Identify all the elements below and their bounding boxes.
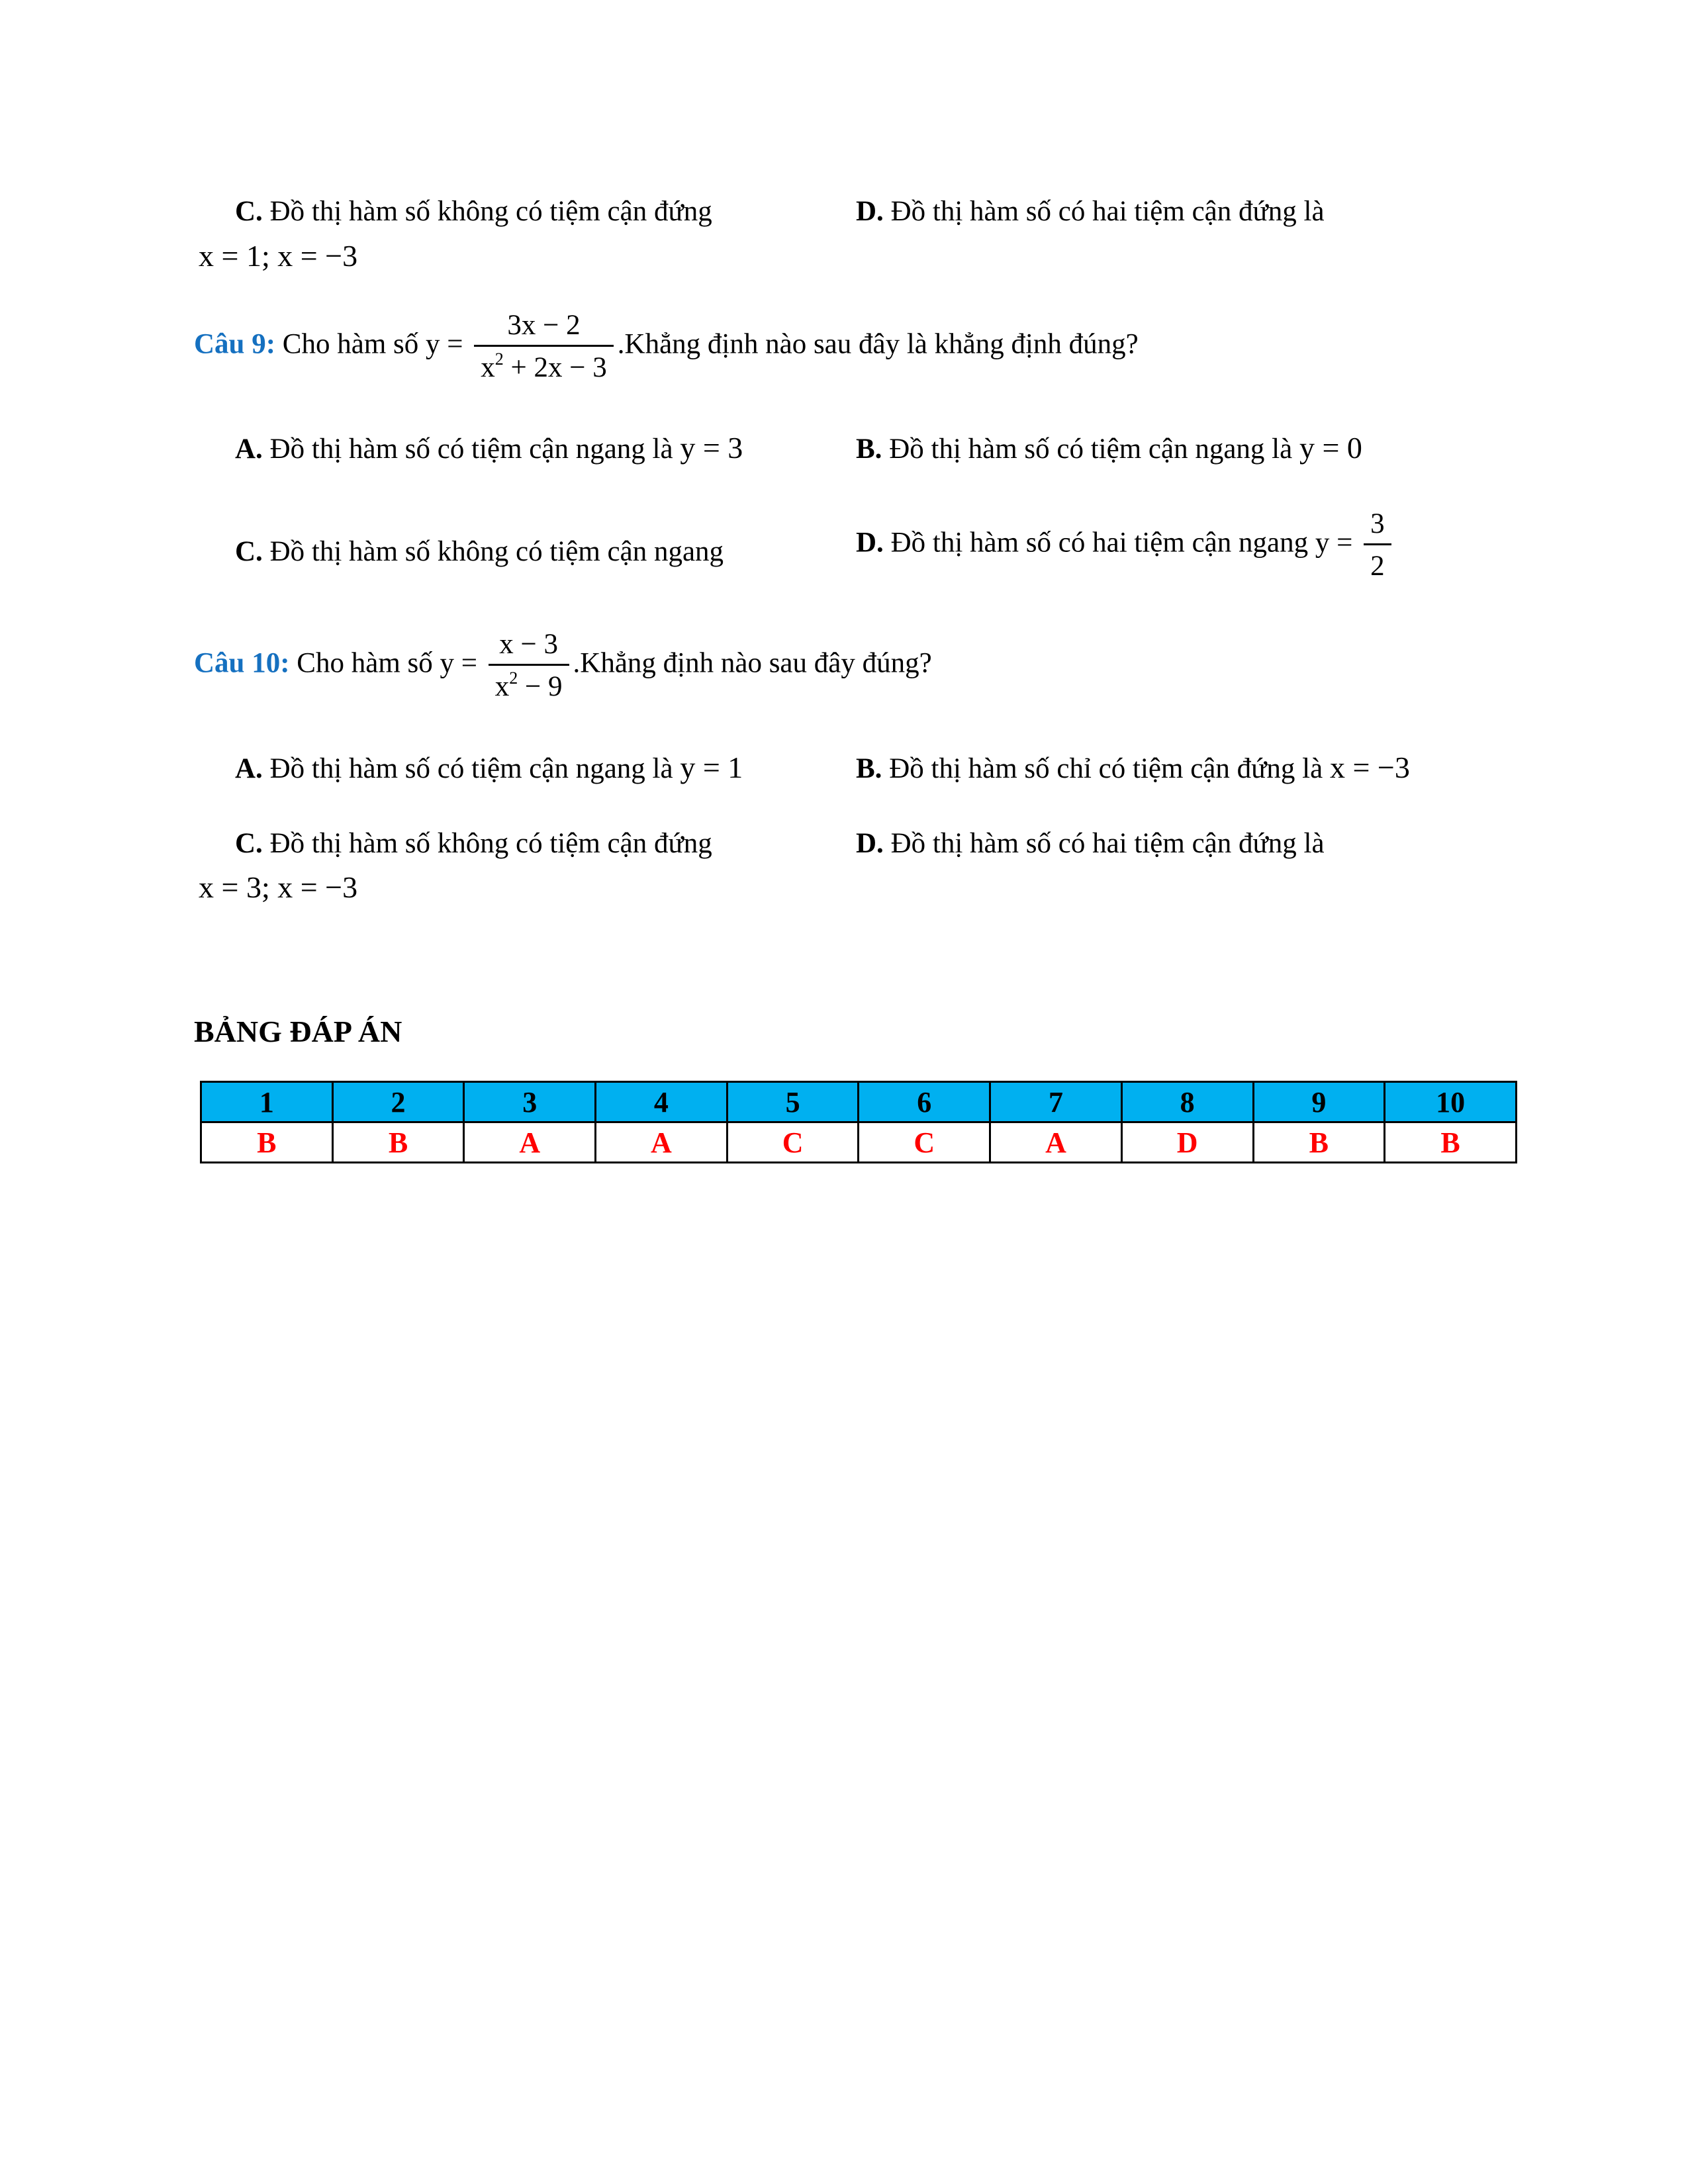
question-number-cell: 1 xyxy=(201,1082,333,1122)
question-intro: Cho hàm số xyxy=(275,328,426,360)
question-label: Câu 9: xyxy=(194,328,276,360)
answer-cell: A xyxy=(464,1122,596,1163)
option-letter: B. xyxy=(856,753,882,784)
function-lhs: y = xyxy=(426,328,463,360)
answer-cell: B xyxy=(332,1122,464,1163)
answer-cell: C xyxy=(727,1122,859,1163)
answer-table-title: BẢNG ĐÁP ÁN xyxy=(194,1015,402,1048)
q10-option-d xyxy=(856,829,1325,858)
answer-cell: B xyxy=(1253,1122,1385,1163)
q10-option-a xyxy=(235,752,743,783)
question-intro: Cho hàm số xyxy=(289,647,440,679)
option-letter: C. xyxy=(235,536,263,567)
option-text: Đồ thị hàm số có tiệm cận ngang là xyxy=(262,753,680,784)
function-lhs: y = xyxy=(440,647,478,679)
question-text: .Khẳng định nào sau đây là khẳng định đúng? xyxy=(617,328,1139,360)
q9-option-d xyxy=(856,510,1395,580)
question-number-cell: 7 xyxy=(990,1082,1122,1122)
question-text: .Khẳng định nào sau đây đúng? xyxy=(573,647,932,679)
q8-option-d xyxy=(856,197,1325,226)
fraction-denominator: $x^2 + 2x - 3$ xyxy=(481,349,607,383)
option-text: Đồ thị hàm số có hai tiệm cận ngang xyxy=(883,527,1315,559)
q9-option-a xyxy=(235,433,743,463)
option-text: Đồ thị hàm số không có tiệm cận đứng xyxy=(262,196,712,227)
option-letter: C. xyxy=(235,828,263,859)
option-math: y = 3 xyxy=(680,431,743,465)
option-math: y = 1 xyxy=(680,751,743,784)
question-label: Câu 10: xyxy=(194,647,290,679)
q10-option-d-values: x = 3; x = −3 xyxy=(199,870,358,904)
question-number-cell: 5 xyxy=(727,1082,859,1122)
answer-cell: B xyxy=(1385,1122,1517,1163)
option-letter: A. xyxy=(235,753,263,784)
option-text: Đồ thị hàm số có hai tiệm cận đứng là xyxy=(883,196,1325,227)
option-text: Đồ thị hàm số chỉ có tiệm cận đứng là xyxy=(882,753,1330,784)
answer-table-header-row xyxy=(201,1082,1517,1122)
option-fraction xyxy=(1364,510,1391,580)
option-letter: B. xyxy=(856,433,882,465)
option-letter: C. xyxy=(235,196,263,227)
answer-table-answer-row xyxy=(201,1122,1517,1163)
answer-cell: A xyxy=(596,1122,727,1163)
fraction-denominator: $x^2 - 9$ xyxy=(494,668,563,702)
option-letter: A. xyxy=(235,433,263,465)
option-math-lhs: y = xyxy=(1315,527,1353,559)
option-text: Đồ thị hàm số có tiệm cận ngang là xyxy=(262,433,680,465)
option-letter: D. xyxy=(856,828,884,859)
question-number-cell: 8 xyxy=(1121,1082,1253,1122)
q8-option-c xyxy=(235,197,712,226)
option-letter: D. xyxy=(856,527,884,559)
question-number-cell: 9 xyxy=(1253,1082,1385,1122)
q9-option-c xyxy=(235,537,724,566)
question-number-cell: 2 xyxy=(332,1082,464,1122)
answer-table xyxy=(200,1081,1517,1163)
fraction-numerator: x − 3 xyxy=(489,630,569,666)
question-number-cell: 10 xyxy=(1385,1082,1517,1122)
fraction-numerator: 3x − 2 xyxy=(474,311,614,347)
function-fraction xyxy=(489,630,569,701)
option-text: Đồ thị hàm số có tiệm cận ngang là xyxy=(882,433,1299,465)
answer-cell: B xyxy=(201,1122,333,1163)
q10-stem xyxy=(194,630,932,701)
question-number-cell: 6 xyxy=(859,1082,990,1122)
answer-cell: D xyxy=(1121,1122,1253,1163)
function-fraction xyxy=(474,311,614,382)
option-text: Đồ thị hàm số không có tiệm cận đứng xyxy=(262,828,712,859)
question-number-cell: 4 xyxy=(596,1082,727,1122)
q10-option-b xyxy=(856,752,1410,783)
answer-cell: A xyxy=(990,1122,1122,1163)
q8-option-d-values: x = 1; x = −3 xyxy=(199,239,358,273)
fraction-denominator: 2 xyxy=(1370,551,1385,582)
question-number-cell: 3 xyxy=(464,1082,596,1122)
option-text: Đồ thị hàm số không có tiệm cận ngang xyxy=(262,536,724,567)
option-math: x = −3 xyxy=(1329,751,1410,784)
fraction-numerator: 3 xyxy=(1364,510,1391,545)
option-letter: D. xyxy=(856,196,884,227)
option-math: y = 0 xyxy=(1299,431,1362,465)
q9-stem xyxy=(194,311,1139,382)
q9-option-b xyxy=(856,433,1362,463)
option-text: Đồ thị hàm số có hai tiệm cận đứng là xyxy=(883,828,1325,859)
q10-option-c xyxy=(235,829,712,858)
answer-cell: C xyxy=(859,1122,990,1163)
